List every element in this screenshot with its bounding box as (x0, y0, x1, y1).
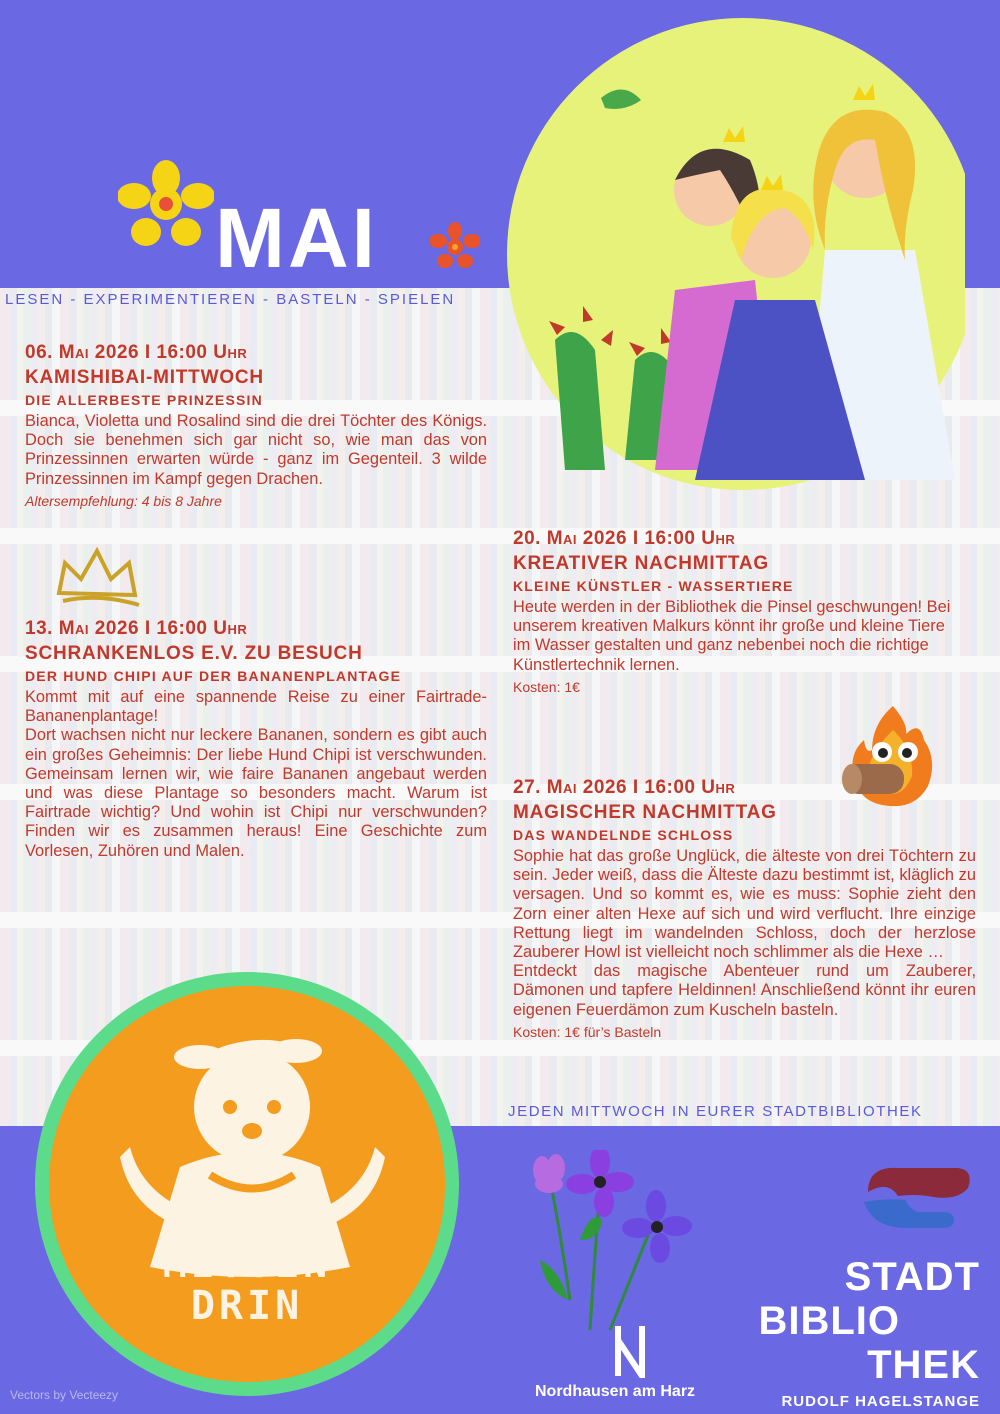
flowers-illustration (520, 1150, 700, 1340)
library-line1: STADT (844, 1255, 980, 1299)
event-name: SCHRANKENLOS E.V. ZU BESUCH (25, 643, 363, 664)
event-name: KAMISHIBAI-MITTWOCH (25, 367, 264, 388)
event-1 (25, 342, 487, 509)
library-name (758, 1255, 980, 1410)
flower-icon (430, 222, 480, 270)
mittendrin-line1: MITTEN (162, 1241, 332, 1287)
library-subtitle: RUDOLF HAGELSTANGE (781, 1393, 980, 1410)
event-subtitle: DAS WANDELNDE SCHLOSS (513, 827, 734, 843)
event-subtitle: DIE ALLERBESTE PRINZESSIN (25, 392, 263, 408)
event-name: KREATIVER NACHMITTAG (513, 553, 769, 574)
vector-credit: Vectors by Vecteezy (10, 1388, 119, 1402)
event-4 (513, 777, 976, 1040)
flower-icon (118, 160, 214, 248)
library-line2: BIBLIO (758, 1299, 900, 1343)
library-line3: THEK (867, 1343, 980, 1387)
event-date: 13. Mai 2026 I 16:00 Uhr (25, 618, 248, 639)
event-description: Kommt mit auf eine spannende Reise zu einer Fairtrade-Bananenplantage! Dort wachsen nicht nur leckere Bananen, sondern es gibt auch ein großes Geheimnis: Der liebe Hund Chipi ist verschwunden. Gemeinsam lernen wir, wie faire Bananen angebaut werden und was diese Plantage so besonders macht. Warum ist Fairtrade wichtig? Und wohin ist Chipi nur verschwunden? Finden wir es zusammen heraus! Eine Geschichte zum Vorlesen, Zuhören und Malen. (25, 688, 487, 860)
event-name: MAGISCHER NACHMITTAG (513, 802, 777, 823)
event-subtitle: KLEINE KÜNSTLER - WASSERTIERE (513, 578, 794, 594)
princess-illustration (505, 0, 965, 510)
event-note: Kosten: 1€ (513, 678, 580, 695)
tagline: LESEN - EXPERIMENTIEREN - BASTELN - SPIELEN (5, 291, 456, 308)
event-3 (513, 528, 956, 695)
page-title: MAI (215, 191, 378, 285)
city-logo-icon (600, 1322, 660, 1378)
mittendrin-logo (30, 967, 465, 1402)
hands-icon (858, 1162, 974, 1232)
weekly-note: JEDEN MITTWOCH IN EURER STADTBIBLIOTHEK (508, 1103, 923, 1120)
event-date: 27. Mai 2026 I 16:00 Uhr (513, 777, 736, 798)
event-date: 06. Mai 2026 I 16:00 Uhr (25, 342, 248, 363)
event-note: Kosten: 1€ für’s Basteln (513, 1023, 662, 1040)
event-description: Sophie hat das große Unglück, die älteste von drei Töchtern zu sein. Jeder weiß, dass die Älteste dazu bestimmt ist, kläglich zu versagen. Und so kommt es, wie es muss: Sophie zieht den Zorn einer alten Hexe auf sich und wird verflucht. Ihre einzige Rettung liegt im wandelnden Schloss, doch der herzlose Zauberer Howl ist vielleicht noch schlimmer als die Hexe … Entdeckt das magische Abenteuer rund um Zauberer, Dämonen und tapfere Heldinnen! Anschließend könnt ihr euren eigenen Feuerdämon zum Kuscheln basteln. (513, 847, 976, 1019)
city-name: Nordhausen am Harz (535, 1383, 696, 1400)
event-description: Heute werden in der Bibliothek die Pinsel geschwungen! Bei unserem kreativen Malkurs könnt ihr große und kleine Tiere im Wasser gestalten und ganz nebenbei noch die richtige Künstlertechnik lernen. (513, 598, 951, 674)
mittendrin-line2: DRIN (190, 1283, 304, 1329)
event-note: Altersempfehlung: 4 bis 8 Jahre (25, 492, 222, 509)
event-description: Bianca, Violetta und Rosalind sind die drei Töchter des Königs. Doch sie benehmen sich gar nicht so, wie man das von Prinzessinnen erwarten würde - ganz im Gegenteil. 3 wilde Prinzessinnen im Kampf gegen Drachen. (25, 412, 487, 488)
event-subtitle: DER HUND CHIPI AUF DER BANANENPLANTAGE (25, 668, 402, 684)
event-date: 20. Mai 2026 I 16:00 Uhr (513, 528, 736, 549)
event-2 (25, 618, 487, 861)
crown-icon (55, 545, 143, 611)
